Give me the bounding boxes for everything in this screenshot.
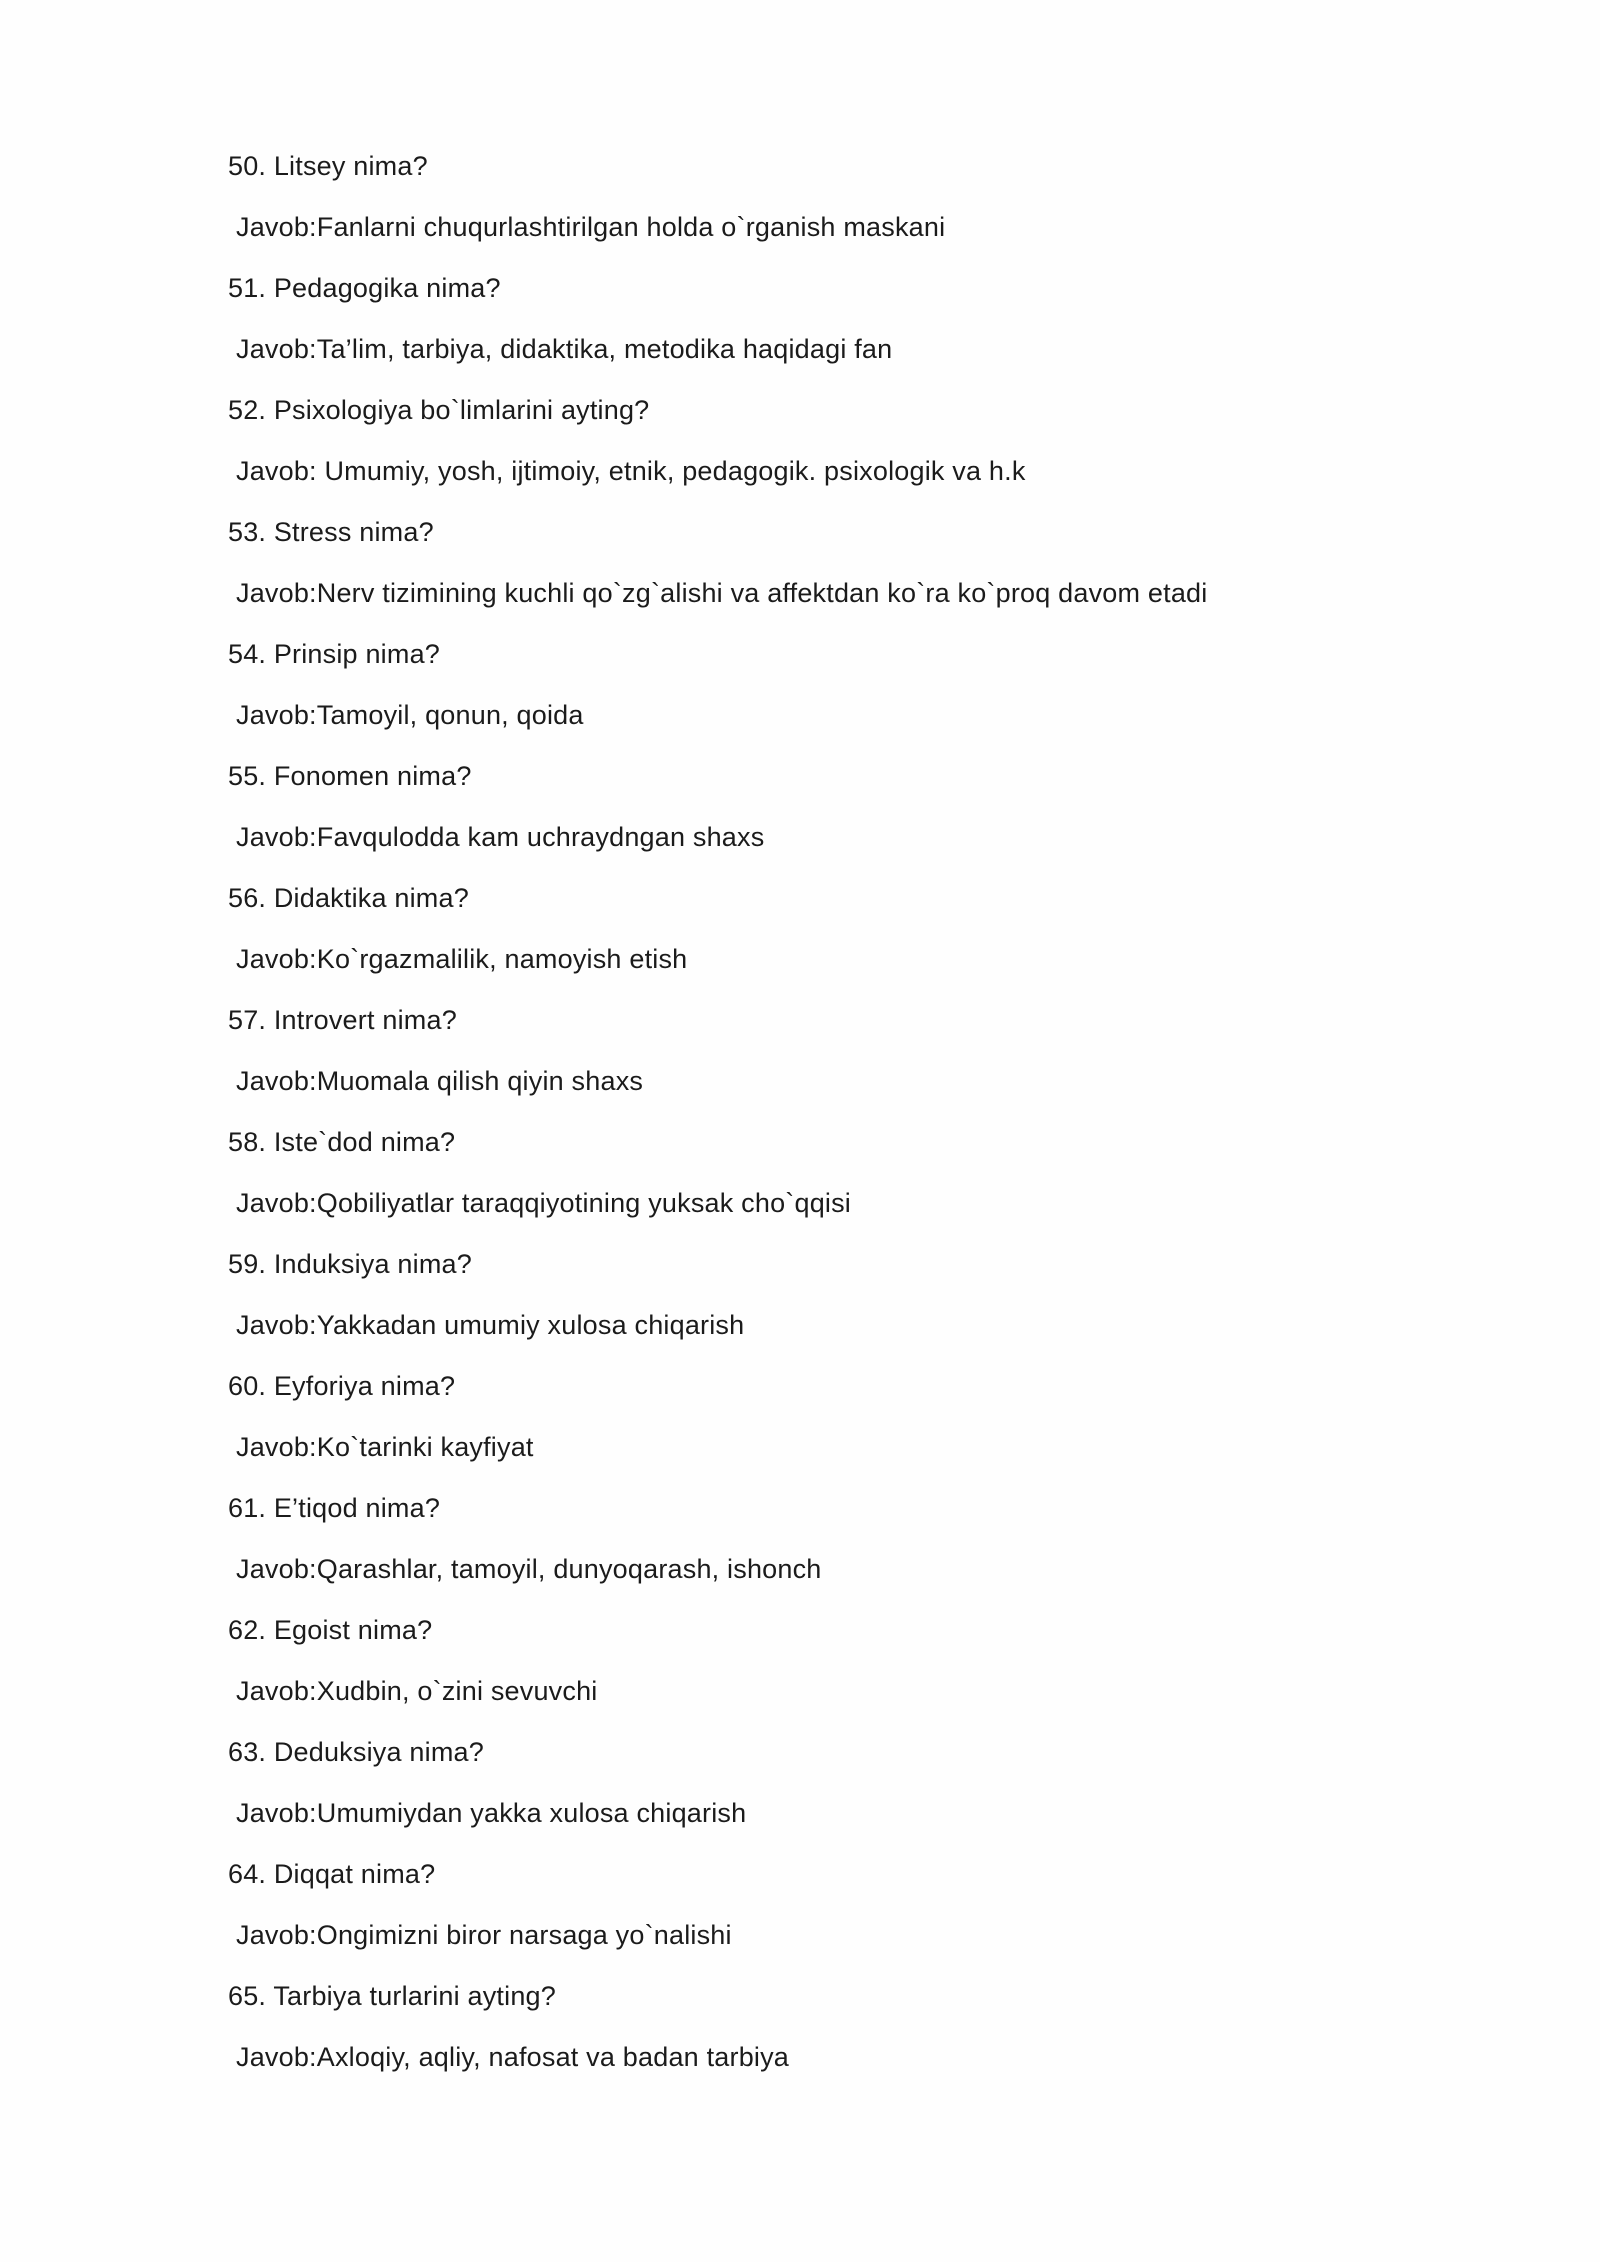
answer-line: Javob:Ko`tarinki kayfiyat [236, 1432, 534, 1462]
question-line: 57. Introvert nima? [228, 1005, 457, 1035]
answer-line: Javob:Ta’lim, tarbiya, didaktika, metodika haqidagi fan [236, 334, 893, 364]
answer-line: Javob:Fanlarni chuqurlashtirilgan holda o`rganish maskani [236, 212, 946, 242]
answer-line: Javob:Axloqiy, aqliy, nafosat va badan tarbiya [236, 2042, 790, 2072]
question-line: 52. Psixologiya bo`limlarini ayting? [228, 395, 650, 425]
question-line: 64. Diqqat nima? [228, 1859, 436, 1889]
question-line: 55. Fonomen nima? [228, 761, 472, 791]
question-line: 53. Stress nima? [228, 517, 434, 547]
answer-line: Javob:Xudbin, o`zini sevuvchi [236, 1676, 598, 1706]
question-line: 62. Egoist nima? [228, 1615, 433, 1645]
answer-line: Javob:Yakkadan umumiy xulosa chiqarish [236, 1310, 745, 1340]
answer-line: Javob:Umumiydan yakka xulosa chiqarish [236, 1798, 747, 1828]
answer-line: Javob:Muomala qilish qiyin shaxs [236, 1066, 644, 1096]
question-line: 61. E’tiqod nima? [228, 1493, 441, 1523]
question-line: 59. Induksiya nima? [228, 1249, 472, 1279]
answer-line: Javob:Ko`rgazmalilik, namoyish etish [236, 944, 688, 974]
answer-line: Javob:Qarashlar, tamoyil, dunyoqarash, ishonch [236, 1554, 822, 1584]
answer-line: Javob:Nerv tizimining kuchli qo`zg`alishi va affektdan ko`ra ko`proq davom etadi [236, 578, 1208, 608]
question-line: 56. Didaktika nima? [228, 883, 469, 913]
answer-line: Javob:Tamoyil, qonun, qoida [236, 700, 584, 730]
question-line: 58. Iste`dod nima? [228, 1127, 456, 1157]
answer-line: Javob:Qobiliyatlar taraqqiyotining yuksak cho`qqisi [236, 1188, 852, 1218]
answer-line: Javob:Ongimizni biror narsaga yo`nalishi [236, 1920, 732, 1950]
question-line: 60. Eyforiya nima? [228, 1371, 456, 1401]
answer-line: Javob: Umumiy, yosh, ijtimoiy, etnik, pedagogik. psixologik va h.k [236, 456, 1026, 486]
question-line: 50. Litsey nima? [228, 151, 428, 181]
question-line: 65. Tarbiya turlarini ayting? [228, 1981, 556, 2011]
question-line: 54. Prinsip nima? [228, 639, 441, 669]
question-line: 51. Pedagogika nima? [228, 273, 501, 303]
question-line: 63. Deduksiya nima? [228, 1737, 484, 1767]
answer-line: Javob:Favqulodda kam uchraydngan shaxs [236, 822, 765, 852]
